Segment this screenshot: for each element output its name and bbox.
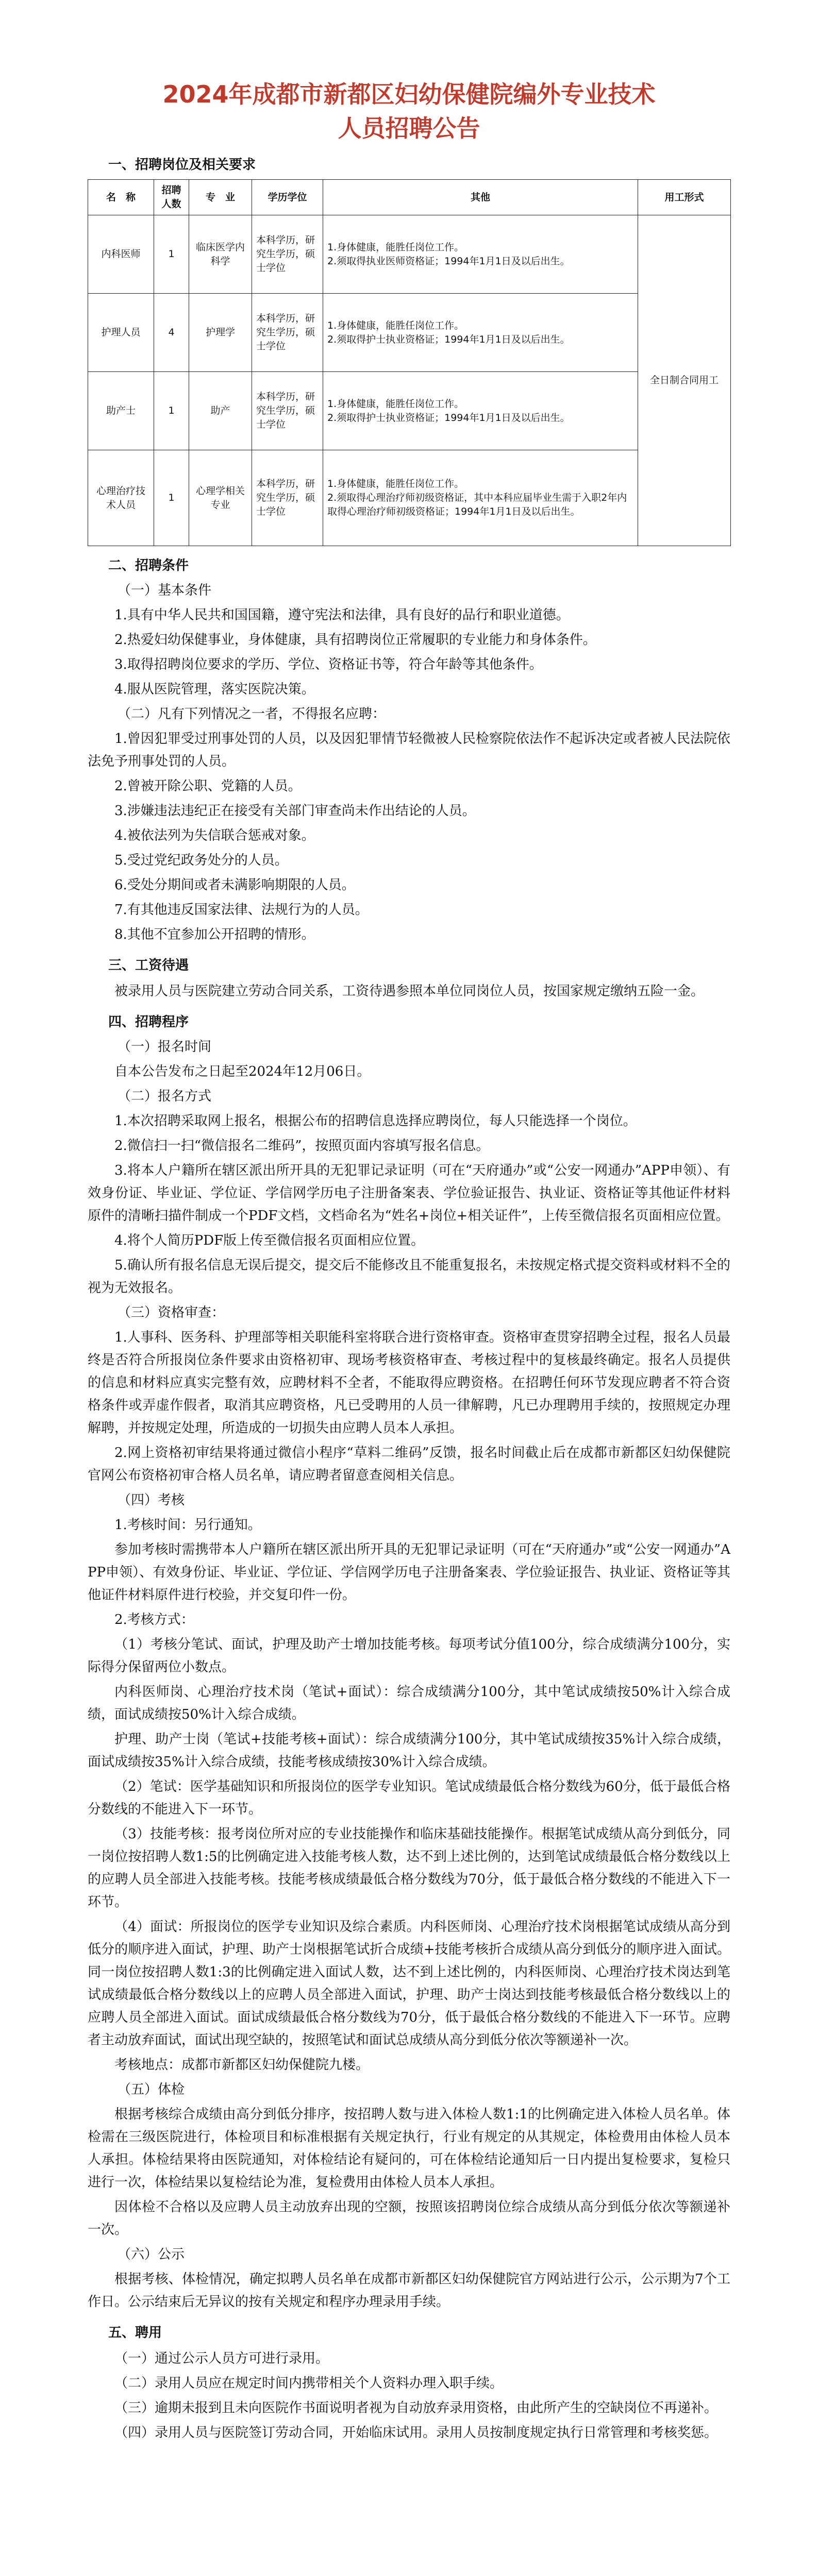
- paragraph: （2）笔试：医学基础知识和所报岗位的医学专业知识。笔试成绩最低合格分数线为60分，低于最低合格分数线的不能进入下一环节。: [88, 1779, 730, 1817]
- paragraph: 4.服从医院管理，落实医院决策。: [114, 682, 315, 697]
- positions-table: [88, 179, 731, 546]
- paragraph: 被录用人员与医院建立劳动合同关系，工资待遇参照本单位同岗位人员，按国家规定缴纳五险一金。: [114, 984, 705, 999]
- requirement-line: 2.须取得护士执业资格证；1994年1月1日及以后出生。: [327, 333, 570, 345]
- paragraph: 4.被依法列为失信联合惩戒对象。: [114, 828, 315, 843]
- paragraph: 5.确认所有报名信息无误后提交，提交后不能修改且不能重复报名，未按规定格式提交资料或材料不全的视为无效报名。: [88, 1258, 730, 1296]
- employment-type: 全日制合同用工: [638, 215, 731, 546]
- paragraph: 内科医师岗、心理治疗技术岗（笔试+面试）：综合成绩满分100分，其中笔试成绩按50%计入综合成绩，面试成绩按50%计入综合成绩。: [88, 1684, 730, 1722]
- paragraph: 考核地点：成都市新都区妇幼保健院九楼。: [114, 2057, 370, 2073]
- paragraph: 1.曾因犯罪受过刑事处罚的人员，以及因犯罪情节轻微被人民检察院依法作不起诉决定或者被人民法院依法免予刑事处罚的人员。: [88, 731, 730, 769]
- position-major: 心理学相关专业: [189, 450, 252, 546]
- requirement-line: 1.身体健康，能胜任岗位工作。: [327, 241, 464, 253]
- position-count: 1: [154, 215, 189, 294]
- position-requirements: [323, 450, 638, 546]
- position-name: 助产士: [88, 372, 154, 450]
- subheading-assessment: （四）考核: [118, 1493, 185, 1508]
- position-name: 内科医师: [88, 215, 154, 294]
- paragraph: 1.人事科、医务科、护理部等相关职能科室将联合进行资格审查。资格审查贯穿招聘全过程，报名人员最终是否符合所报岗位条件要求由资格初审、现场考核资格审查、考核过程中的复核最终确定。报名人员提供的信息和材料应真实完整有效，应聘材料不全者，不能取得应聘资格。在招聘任何环节发现应聘者不符合资格条件或弄虚作假者，取消其应聘资格，凡已受聘用的人员一律解聘，凡已办理聘用手续的，按照规定办理解聘，并按规定处理，所造成的一切损失由应聘人员本人承担。: [88, 1330, 730, 1436]
- requirement-line: 1.身体健康，能胜任岗位工作。: [327, 319, 464, 331]
- subheading-publicity: （六）公示: [118, 2247, 185, 2262]
- position-requirements: [323, 294, 638, 372]
- requirement-line: 1.身体健康，能胜任岗位工作。: [327, 398, 464, 410]
- table-row: [88, 450, 731, 546]
- paragraph: 4.将个人简历PDF版上传至微信报名页面相应位置。: [114, 1233, 425, 1248]
- paragraph: 2.微信扫一扫“微信报名二维码”，按照页面内容填写报名信息。: [114, 1138, 490, 1154]
- title-line-2: 人员招聘公告: [338, 114, 480, 142]
- table-header-row: [88, 180, 731, 215]
- position-requirements: [323, 372, 638, 450]
- paragraph: 3.将本人户籍所在辖区派出所开具的无犯罪记录证明（可在“天府通办”或“公安一网通办”APP申领）、有效身份证、毕业证、学位证、学信网学历电子注册备案表、学位验证报告、执业证、资格证等其他证件材料原件的清晰扫描件制成一个PDF文档，文档命名为“姓名+岗位+相关证件”，上传至微信报名页面相应位置。: [88, 1163, 730, 1224]
- paragraph: （1）考核分笔试、面试，护理及助产士增加技能考核。每项考试分值100分，综合成绩满分100分，实际得分保留两位小数点。: [88, 1637, 730, 1675]
- requirement-line: 2.须取得心理治疗师初级资格证，其中本科应届毕业生需于入职2年内取得心理治疗师初级资格证；1994年1月1日及以后出生。: [327, 492, 627, 517]
- paragraph: 3.取得招聘岗位要求的学历、学位、资格证书等，符合年龄等其他条件。: [114, 657, 543, 672]
- subheading-basic-conditions: （一）基本条件: [118, 583, 212, 598]
- section-heading-conditions: 二、招聘条件: [108, 558, 189, 573]
- header-count: 招聘人数: [154, 180, 189, 215]
- header-name: 名 称: [88, 180, 154, 215]
- paragraph: 2.热爱妇幼保健事业，身体健康，具有招聘岗位正常履职的专业能力和身体条件。: [114, 632, 596, 648]
- paragraph: （一）通过公示人员方可进行录用。: [114, 2351, 329, 2366]
- requirement-line: 1.身体健康，能胜任岗位工作。: [327, 478, 464, 489]
- paragraph: （3）技能考核：报考岗位所对应的专业技能操作和临床基础技能操作。根据笔试成绩从高分到低分，同一岗位按招聘人数1:5的比例确定进入技能考核人数，达不到上述比例的，达到笔试成绩最低合格分数线以上的应聘人员全部进入技能考核。技能考核成绩最低合格分数线为70分，低于最低合格分数线的不能进入下一环节。: [88, 1826, 730, 1910]
- position-count: 1: [154, 450, 189, 546]
- position-degree: 本科学历，研究生学历，硕士学位: [252, 215, 323, 294]
- paragraph: 2.考核方式：: [114, 1612, 194, 1628]
- section-heading-salary: 三、工资待遇: [108, 958, 189, 973]
- header-major: 专 业: [189, 180, 252, 215]
- paragraph: （四）录用人员与医院签订劳动合同，开始临床试用。录用人员按制度规定执行日常管理和考核奖惩。: [114, 2425, 718, 2441]
- paragraph: 2.曾被开除公职、党籍的人员。: [114, 778, 302, 794]
- paragraph: 6.受处分期间或者未满影响期限的人员。: [114, 877, 355, 893]
- position-major: 护理学: [189, 294, 252, 372]
- header-degree: 学历学位: [252, 180, 323, 215]
- position-count: 1: [154, 372, 189, 450]
- paragraph: （二）录用人员应在规定时间内携带相关个人资料办理入职手续。: [114, 2376, 504, 2391]
- position-major: 助产: [189, 372, 252, 450]
- position-major: 临床医学内科学: [189, 215, 252, 294]
- table-row: [88, 372, 731, 450]
- position-degree: 本科学历，研究生学历，硕士学位: [252, 294, 323, 372]
- paragraph: 根据考核综合成绩由高分到低分排序，按招聘人数与进入体检人数1:1的比例确定进入体检人员名单。体检需在三级医院进行，体检项目和标准根据有关规定执行，行业有规定的从其规定，体检费用由体检人员本人承担。体检结果将由医院通知，对体检结论有疑问的，可在体检结论通知后一日内提出复检要求，复检只进行一次，体检结果以复检结论为准，复检费用由体检人员本人承担。: [88, 2107, 730, 2190]
- paragraph: 因体检不合格以及应聘人员主动放弃出现的空额，按照该招聘岗位综合成绩从高分到低分依次等额递补一次。: [88, 2199, 730, 2238]
- paragraph: 5.受过党纪政务处分的人员。: [114, 853, 288, 868]
- position-name: 心理治疗技术人员: [88, 450, 154, 546]
- position-degree: 本科学历，研究生学历，硕士学位: [252, 372, 323, 450]
- table-row: [88, 215, 731, 294]
- paragraph: 1.具有中华人民共和国国籍，遵守宪法和法律，具有良好的品行和职业道德。: [114, 607, 570, 623]
- position-name: 护理人员: [88, 294, 154, 372]
- paragraph: 根据考核、体检情况，确定拟聘人员名单在成都市新都区妇幼保健院官方网站进行公示，公示期为7个工作日。公示结束后无异议的按有关规定和程序办理录用手续。: [88, 2272, 730, 2310]
- position-degree: 本科学历，研究生学历，硕士学位: [252, 450, 323, 546]
- section-heading-positions: 一、招聘岗位及相关要求: [108, 157, 256, 173]
- paragraph: （三）逾期未报到且未向医院作书面说明者视为自动放弃录用资格，由此所产生的空缺岗位不再递补。: [114, 2400, 718, 2416]
- paragraph: （4）面试：所报岗位的医学专业知识及综合素质。内科医师岗、心理治疗技术岗根据笔试成绩从高分到低分的顺序进入面试，护理、助产士岗根据笔试折合成绩+技能考核折合成绩从高分到低分的顺序进入面试。同一岗位按招聘人数1:3的比例确定进入面试人数，达不到上述比例的，内科医师岗、心理治疗技术岗达到笔试成绩最低合格分数线以上的应聘人员全部进入面试，护理、助产士岗达到技能考核最低合格分数线以上的应聘人员全部进入面试。面试成绩最低合格分数线为70分，低于最低合格分数线的不能进入下一环节。应聘者主动放弃面试，面试出现空缺的，按照笔试和面试总成绩从高分到低分依次等额递补一次。: [88, 1919, 730, 2048]
- paragraph: 参加考核时需携带本人户籍所在辖区派出所开具的无犯罪记录证明（可在“天府通办”或“公安一网通办”APP申领）、有效身份证、毕业证、学位证、学信网学历电子注册备案表、学位验证报告、执业证、资格证等其他证件材料原件进行校验，并交复印件一份。: [88, 1542, 730, 1603]
- paragraph: 1.考核时间：另行通知。: [114, 1517, 261, 1533]
- position-count: 4: [154, 294, 189, 372]
- paragraph: 8.其他不宜参加公开招聘的情形。: [114, 927, 315, 942]
- paragraph: 2.网上资格初审结果将通过微信小程序“草料二维码”反馈，报名时间截止后在成都市新都区妇幼保健院官网公布资格初审合格人员名单，请应聘者留意查阅相关信息。: [88, 1445, 730, 1483]
- subheading-registration-method: （二）报名方式: [118, 1089, 212, 1104]
- paragraph: 自本公告发布之日起至2024年12月06日。: [114, 1064, 371, 1079]
- subheading-qualification-review: （三）资格审查：: [118, 1305, 225, 1320]
- requirement-line: 2.须取得执业医师资格证；1994年1月1日及以后出生。: [327, 255, 570, 267]
- paragraph: 3.涉嫌违法违纪正在接受有关部门审查尚未作出结论的人员。: [114, 803, 476, 819]
- subheading-exclusions: （二）凡有下列情况之一者，不得报名应聘：: [118, 706, 386, 722]
- section-heading-procedure: 四、招聘程序: [108, 1014, 189, 1030]
- header-other: 其他: [323, 180, 638, 215]
- header-employment: 用工形式: [638, 180, 731, 215]
- paragraph: 7.有其他违反国家法律、法规行为的人员。: [114, 902, 369, 918]
- table-row: [88, 294, 731, 372]
- subheading-medical-exam: （五）体检: [118, 2082, 185, 2097]
- paragraph: 1.本次招聘采取网上报名，根据公布的招聘信息选择应聘岗位，每人只能选择一个岗位。: [114, 1113, 637, 1129]
- requirement-line: 2.须取得护士执业资格证；1994年1月1日及以后出生。: [327, 412, 570, 423]
- subheading-registration-time: （一）报名时间: [118, 1039, 212, 1055]
- section-heading-employment: 五、聘用: [108, 2325, 162, 2341]
- title-line-1: 2024年成都市新都区妇幼保健院编外专业技术: [162, 80, 656, 108]
- paragraph: 护理、助产士岗（笔试+技能考核+面试）：综合成绩满分100分，其中笔试成绩按35%计入综合成绩，面试成绩按35%计入综合成绩，技能考核成绩按30%计入综合成绩。: [88, 1732, 730, 1770]
- page-title: [88, 77, 730, 145]
- position-requirements: [323, 215, 638, 294]
